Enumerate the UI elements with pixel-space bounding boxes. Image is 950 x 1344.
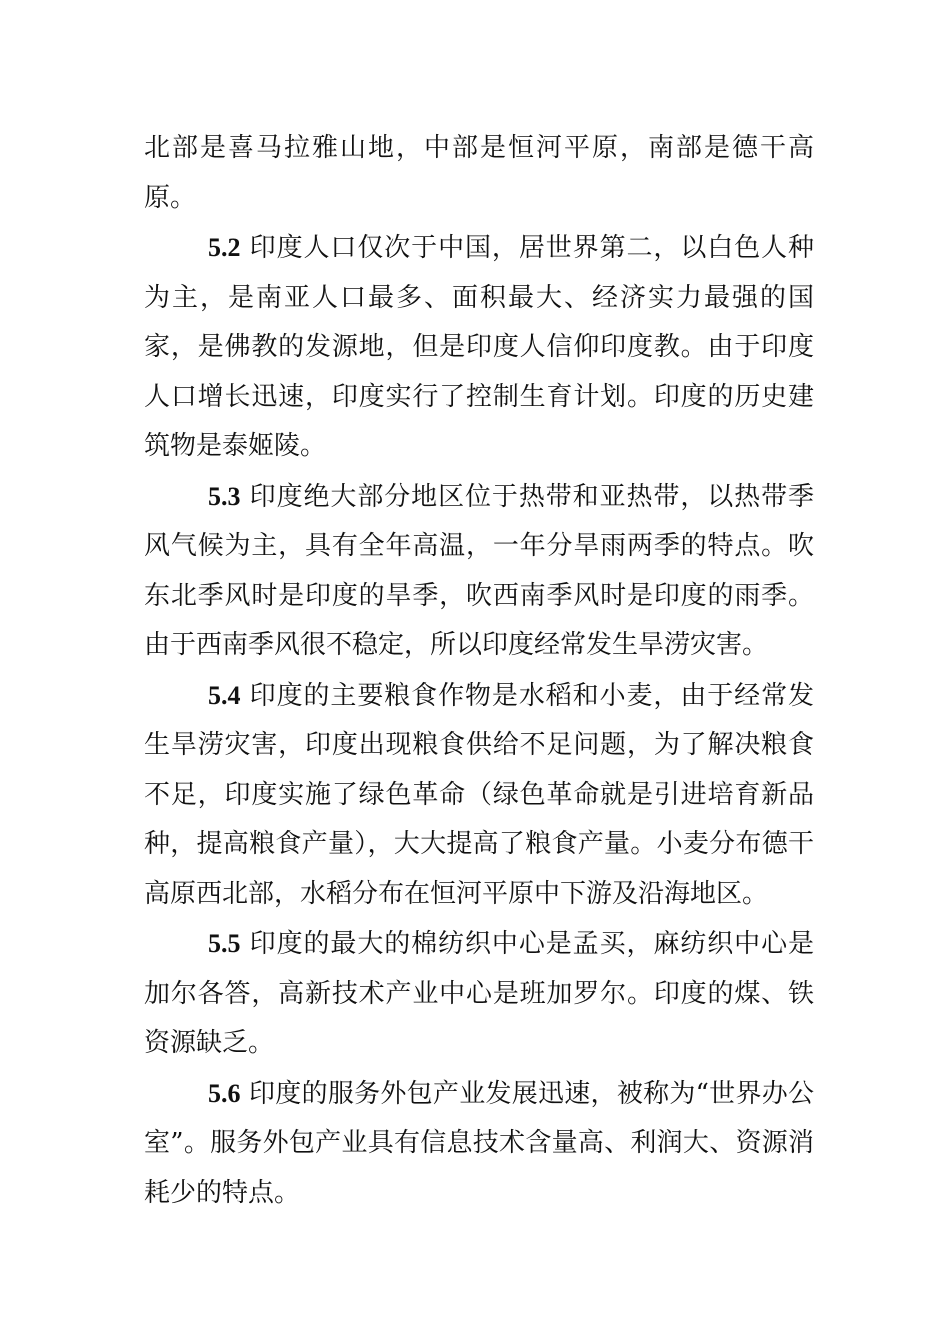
section-number: 5.5 [208,929,241,958]
paragraph-text: 印度的服务外包产业发展迅速，被称为“世界办公室”。服务外包产业具有信息技术含量高、利润大、资源消耗少的特点。 [144,1078,814,1208]
section-number: 5.2 [208,233,241,262]
paragraph-text: 印度人口仅次于中国，居世界第二，以白色人种为主，是南亚人口最多、面积最大、经济实力最强的国家，是佛教的发源地，但是印度人信仰印度教。由于印度人口增长迅速，印度实行了控制生育计划。印度的历史建筑物是泰姬陵。 [144,233,814,461]
paragraph-5-2 [144,223,814,472]
paragraph-5-3 [144,472,814,671]
section-number: 5.3 [208,481,241,511]
paragraph-text: 印度的主要粮食作物是水稻和小麦，由于经常发生旱涝灾害，印度出现粮食供给不足问题，为了解决粮食不足，印度实施了绿色革命（绿色革命就是引进培育新品种，提高粮食产量），大大提高了粮食产量。小麦分布德干高原西北部，水稻分布在恒河平原中下游及沿海地区。 [144,680,814,909]
paragraph-5-4 [144,671,814,920]
document-body [144,124,814,1218]
section-number: 5.6 [208,1078,241,1108]
paragraph-text: 北部是喜马拉雅山地，中部是恒河平原，南部是德干高原。 [144,133,814,213]
paragraph-continuation [144,124,814,223]
paragraph-text: 印度的最大的棉纺织中心是孟买，麻纺织中心是加尔各答，高新技术产业中心是班加罗尔。印度的煤、铁资源缺乏。 [144,929,814,1058]
paragraph-5-6 [144,1069,814,1219]
paragraph-text: 印度绝大部分地区位于热带和亚热带，以热带季风气候为主，具有全年高温，一年分旱雨两季的特点。吹东北季风时是印度的旱季，吹西南季风时是印度的雨季。由于西南季风很不稳定，所以印度经常发生旱涝灾害。 [144,481,814,660]
paragraph-5-5 [144,919,814,1069]
section-number: 5.4 [208,680,241,710]
